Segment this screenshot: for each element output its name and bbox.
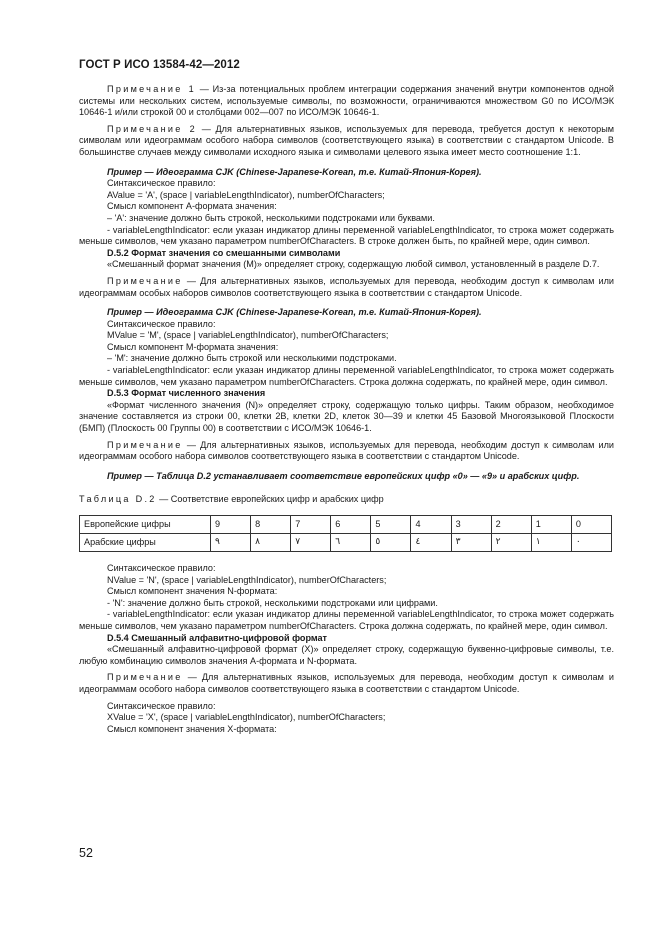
page-body xyxy=(79,84,614,735)
note-label: Примечание 2 xyxy=(107,123,197,134)
table-row-label: Европейские цифры xyxy=(80,516,211,534)
table-caption-text: — Соответствие европейских цифр и арабских цифр xyxy=(156,494,384,505)
page-number: 52 xyxy=(79,846,93,860)
table-cell: 7 xyxy=(291,516,331,534)
note-label: Примечание xyxy=(107,275,183,286)
section-d53-text: «Формат численного значения (N)» определяет строку, содержащую только цифры. Таким образом, необходимое значение составляется из строки 00, клетки 2В, клетки 2D, клеток 30—39 и клетки 45 Базовой Многоязыковой Плоскости (БМП) (Плоскость 00 Группы 00) в соответствии с ИСО/МЭК 10646-1. xyxy=(79,399,614,434)
section-d54-text: «Смешанный алфавитно-цифровой формат (X)» определяет строку, содержащую буквенно-цифровые символы, т.е. любую комбинацию символов значения А-формата и N-формата. xyxy=(79,644,614,666)
note-text: — Из-за потенциальных проблем интеграции содержания значений внутри компонентов одной системы или нескольких систем, используемые символы, по возможности, ограничиваются множеством G0 по ИСО/МЭК 10646-1 и/или строкой 00 и столбцами 002—007 по ИСО/МЭК 10646-1. xyxy=(79,84,614,118)
a-meaning: Смысл компонент А-формата значения: xyxy=(107,201,277,212)
table-caption xyxy=(79,494,614,506)
table-cell: 3 xyxy=(451,516,491,534)
table-cell: ٣ xyxy=(451,534,491,552)
table-cell: 4 xyxy=(411,516,451,534)
document-header: ГОСТ Р ИСО 13584-42—2012 xyxy=(79,59,240,71)
m-value-rule: MValue = 'M', (space | variableLengthIndicator), numberOfCharacters; xyxy=(107,330,389,341)
note-text: — Для альтернативных языков, используемых для перевода, необходим доступ к символам или идеограммам особого набора символов соответствующего языка в соответствии с стандартом Unicode. xyxy=(79,439,614,462)
section-d52-text: «Смешанный формат значения (М)» определяет строку, содержащую любой символ, установленный в разделе D.7. xyxy=(107,259,600,270)
note-m xyxy=(79,276,614,299)
table-cell: ٧ xyxy=(291,534,331,552)
note-text: — Для альтернативных языков, используемых для перевода, необходим доступ к символам и идеограммам особого набора символов соответствующего языка в соответствии с стандартом Unicode. xyxy=(79,672,614,694)
table-cell: ٠ xyxy=(571,534,611,552)
syntax-label: Синтаксическое правило: xyxy=(107,563,216,573)
example-1: Пример — Идеограмма CJK (Chinese-Japanese-Korean, т.е. Китай-Япония-Корея). xyxy=(107,166,482,177)
n-value-rule: NValue = 'N', (space | variableLengthIndicator), numberOfCharacters; xyxy=(107,574,387,585)
table-caption-label: Таблица D.2 xyxy=(79,494,157,505)
table-row xyxy=(80,516,612,534)
x-value-rule: XValue = 'X', (space | variableLengthIndicator), numberOfCharacters; xyxy=(107,712,386,723)
a-item-2: - variableLengthIndicator: если указан индикатор длины переменной variableLengthIndicator, то строка может содержать меньше символов, чем указано параметром numberOfCharacters. В строке должен быть, по крайней мере, один символ. xyxy=(79,224,614,247)
table-cell: ٨ xyxy=(251,534,291,552)
table-cell: ٩ xyxy=(211,534,251,552)
note-label: Примечание xyxy=(107,439,183,450)
table-cell: 8 xyxy=(251,516,291,534)
note-label: Примечание xyxy=(107,672,183,683)
table-cell: 1 xyxy=(531,516,571,534)
example-2: Пример — Идеограмма CJK (Chinese-Japanese-Korean, т.е. Китай-Япония-Корея). xyxy=(107,307,482,318)
note-label: Примечание 1 xyxy=(107,84,197,94)
note-1 xyxy=(79,84,614,119)
table-cell: ٤ xyxy=(411,534,451,552)
note-text: — Для альтернативных языков, используемых для перевода, необходим доступ к символам или идеограммам особых наборов символов соответствующего языка в соответствии с стандартом Unicode. xyxy=(79,275,614,298)
n-meaning: Смысл компонент значения N-формата: xyxy=(107,586,278,597)
digits-table xyxy=(79,515,612,552)
note-x xyxy=(79,672,614,695)
table-cell: 5 xyxy=(371,516,411,534)
n-item-2: - variableLengthIndicator: если указан индикатор длины переменной variableLengthIndicator, то строка может содержать меньше символов, чем указано параметром numberOfCharacters. Строка должна содержать, по крайней мере, один символ. xyxy=(79,609,614,631)
table-row-label: Арабские цифры xyxy=(80,534,211,552)
table-cell: 6 xyxy=(331,516,371,534)
table-row xyxy=(80,534,612,552)
table-cell: 0 xyxy=(571,516,611,534)
a-item-1: – 'A': значение должно быть строкой, несколькими подстроками или буквами. xyxy=(107,212,435,223)
x-meaning: Смысл компонент значения X-формата: xyxy=(107,723,277,734)
a-value-rule: AValue = 'A', (space | variableLengthIndicator), numberOfCharacters; xyxy=(107,189,385,200)
table-cell: 9 xyxy=(211,516,251,534)
m-item-1: – 'M': значение должно быть строкой или несколькими подстроками. xyxy=(107,353,397,364)
n-item-1: - 'N': значение должно быть строкой, несколькими подстроками или цифрами. xyxy=(107,597,438,608)
table-cell: ٢ xyxy=(491,534,531,552)
note-2 xyxy=(79,124,614,159)
table-cell: ٦ xyxy=(331,534,371,552)
table-cell: ٥ xyxy=(371,534,411,552)
example-3: Пример — Таблица D.2 устанавливает соответствие европейских цифр «0» — «9» и арабских цифр. xyxy=(107,470,580,481)
table-cell: ١ xyxy=(531,534,571,552)
note-text: — Для альтернативных языков, используемых для перевода, требуется доступ к некоторым символам или идеограммам особого набора символов (соответствующего языка) в соответствии с стандартом Unicode. В большинстве случаев между символами исходного языка и символами целевого языка имеет место соотношение 1:1. xyxy=(79,123,614,157)
m-meaning: Смысл компонент М-формата значения: xyxy=(107,341,279,352)
syntax-label: Синтаксическое правило: xyxy=(107,178,216,189)
section-d54-title: D.5.4 Смешанный алфавитно-цифровой формат xyxy=(107,632,328,643)
syntax-label: Синтаксическое правило: xyxy=(107,318,216,329)
table-cell: 2 xyxy=(491,516,531,534)
section-d53-title: D.5.3 Формат численного значения xyxy=(107,388,266,399)
m-item-2: - variableLengthIndicator: если указан индикатор длины переменной variableLengthIndicator, то строка может содержать меньше символов, чем указано параметром numberOfCharacters. Строка должна содержать, по крайней мере, один символ. xyxy=(79,365,614,387)
note-n xyxy=(79,440,614,463)
syntax-label: Синтаксическое правило: xyxy=(107,700,216,711)
section-d52-title: D.5.2 Формат значения со смешанными символами xyxy=(107,247,341,258)
